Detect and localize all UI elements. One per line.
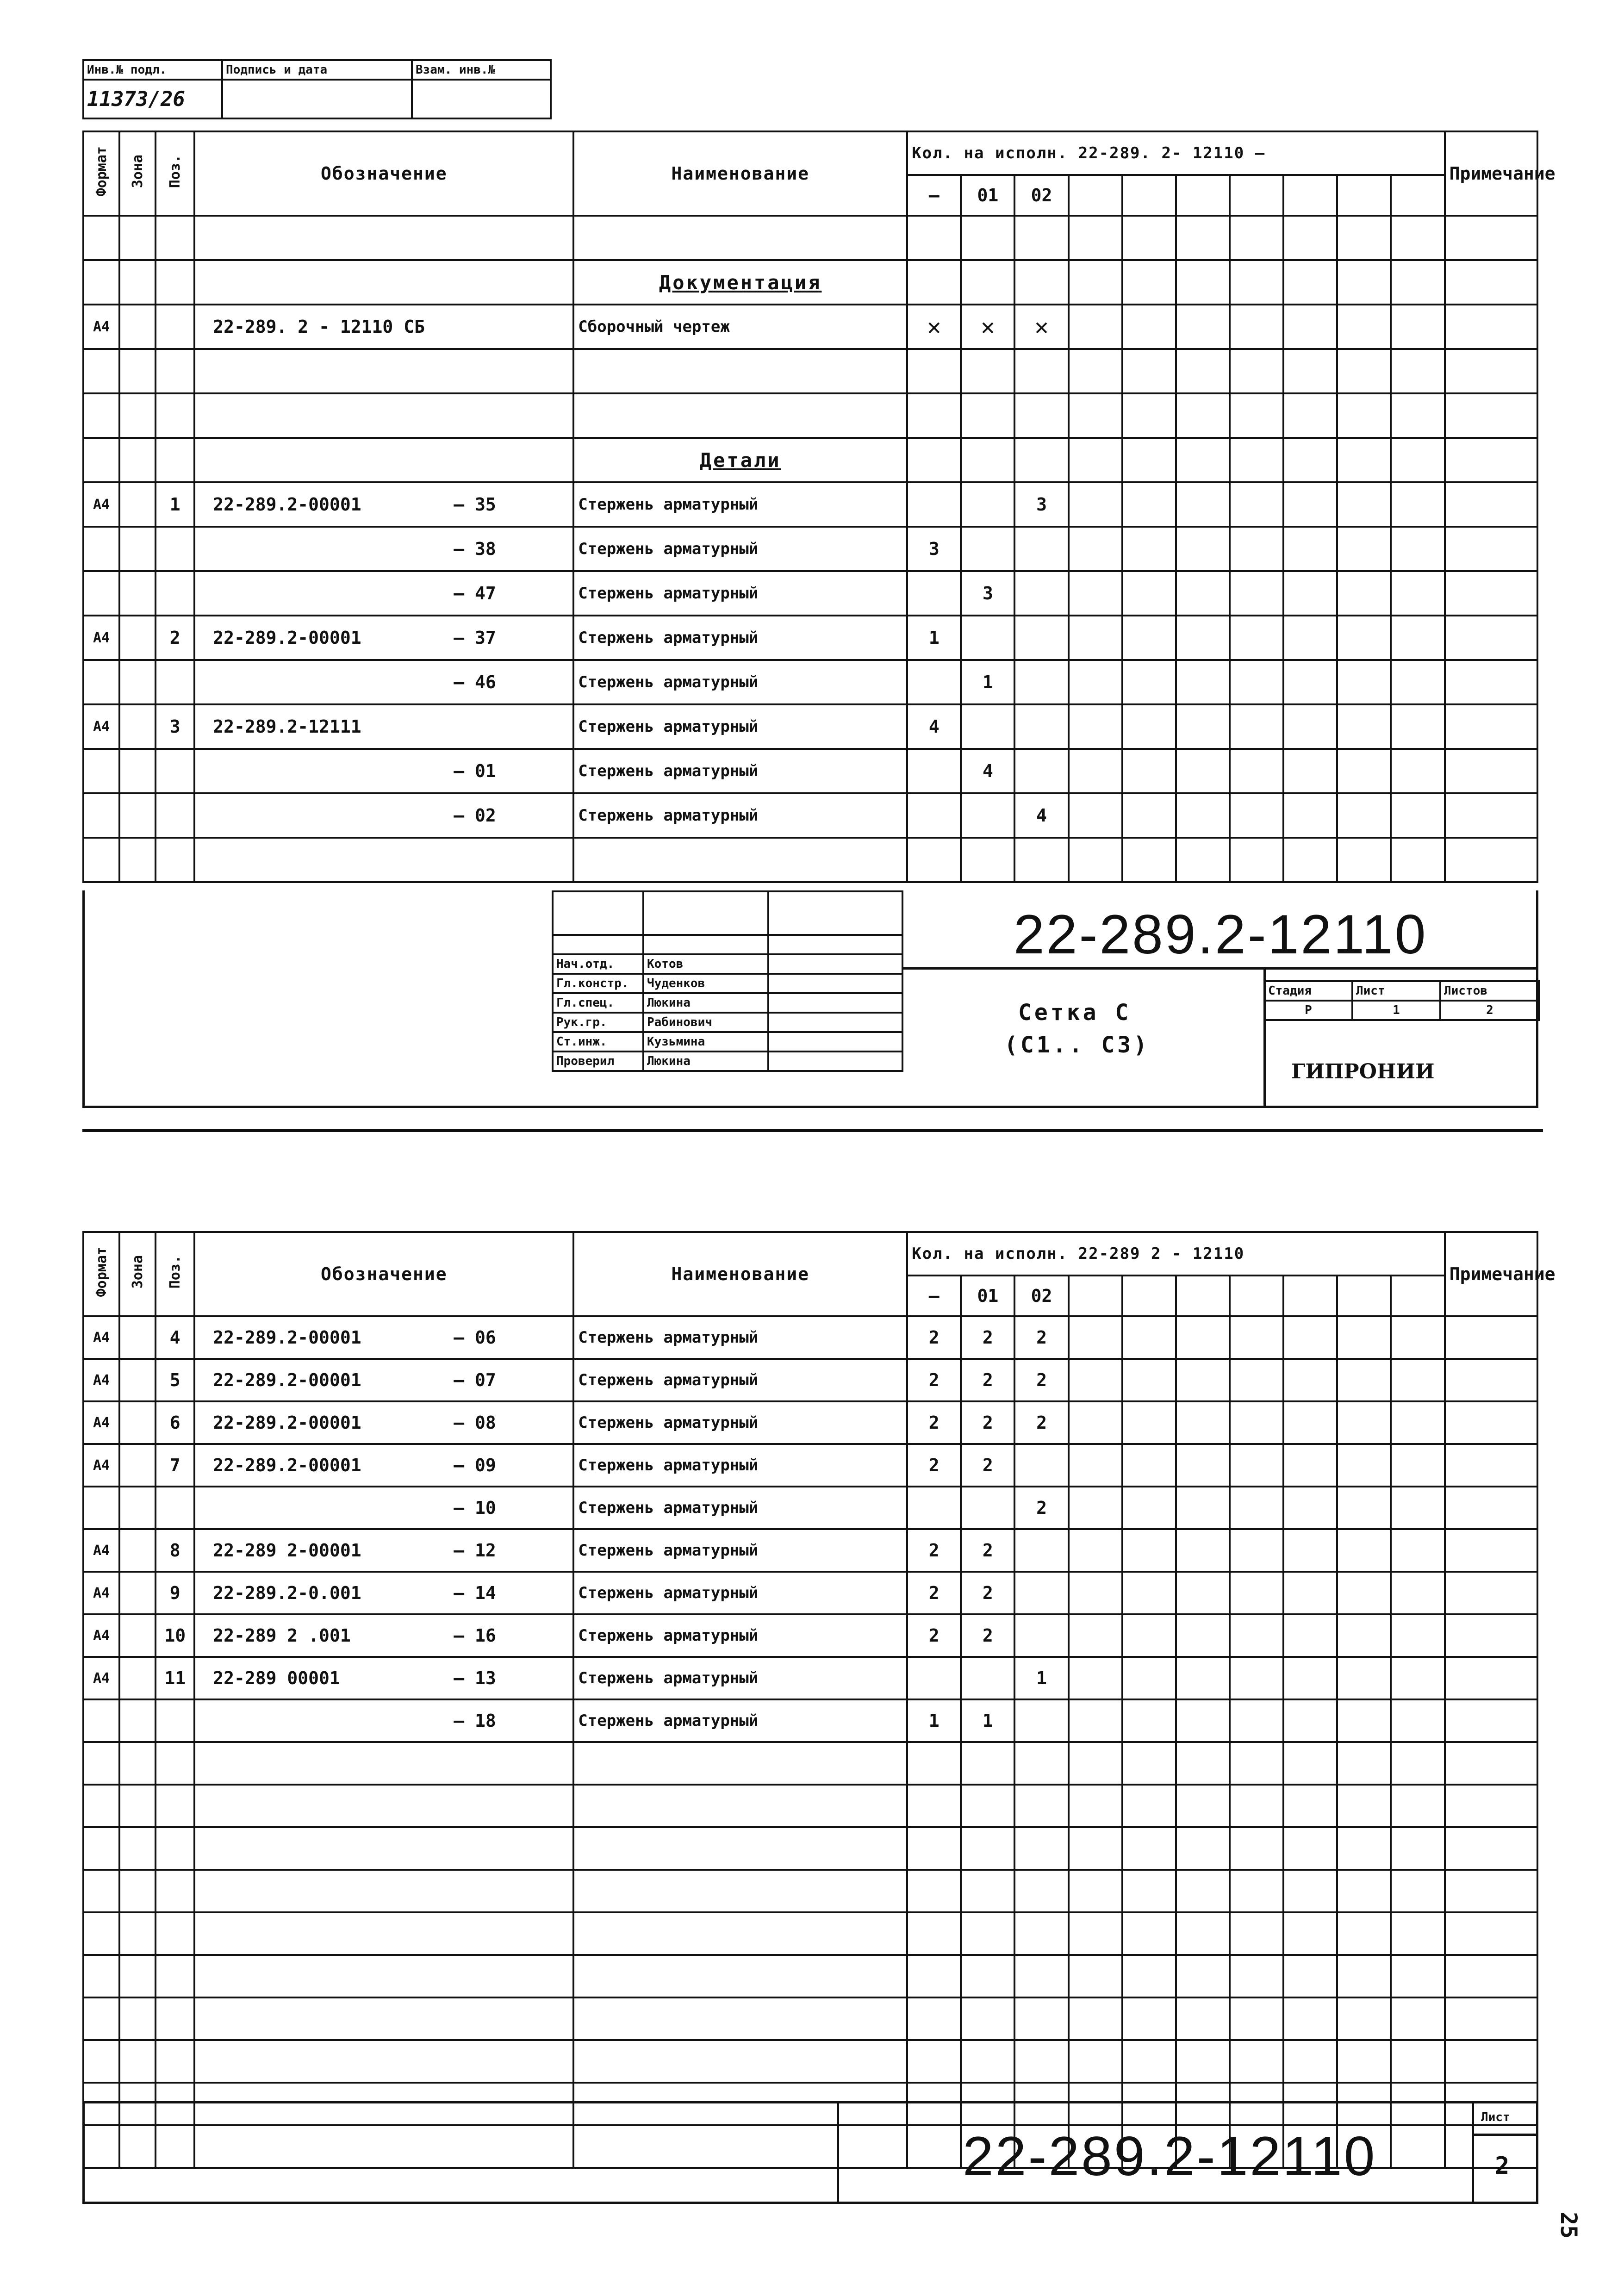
- designation-suffix: — 47: [454, 583, 496, 604]
- designation-suffix: — 35: [454, 494, 496, 515]
- designation-suffix: — 46: [454, 672, 496, 692]
- qty-cell: ✕: [1014, 305, 1068, 349]
- col-name-header: Наименование: [573, 131, 907, 216]
- table-row: [83, 616, 1537, 660]
- table-row: [83, 2040, 1537, 2083]
- format-cell: [83, 793, 119, 838]
- qty-cell: [907, 1487, 961, 1529]
- table-row: [83, 349, 1537, 393]
- format-cell: А4: [83, 482, 119, 527]
- designation-suffix: — 13: [454, 1668, 496, 1688]
- designation-cell: [194, 1444, 573, 1487]
- designation-cell: [194, 1529, 573, 1572]
- sheet1-title-line1: Сетка С: [1018, 1000, 1132, 1026]
- name-cell: Стержень арматурный: [573, 749, 907, 793]
- designation-suffix: — 18: [454, 1711, 496, 1731]
- sheet-value: 1: [1352, 1001, 1440, 1020]
- sheet2-doc-code: 22-289.2-12110: [963, 2125, 1377, 2187]
- qty-cell: 1: [907, 1699, 961, 1742]
- section-title: Детали: [573, 438, 907, 482]
- qty-cell: [907, 793, 961, 838]
- table-row: [83, 1699, 1537, 1742]
- table-row: [83, 660, 1537, 704]
- table-row: [83, 1657, 1537, 1699]
- qty-cell: 2: [907, 1359, 961, 1401]
- signature-row: [553, 954, 902, 974]
- qty-cell: [961, 1487, 1014, 1529]
- designation-code: 22-289.2-00001: [213, 628, 361, 648]
- table-row: [83, 1614, 1537, 1657]
- format-cell: [83, 527, 119, 571]
- pos-cell: 10: [156, 1614, 194, 1657]
- name-cell: Стержень арматурный: [573, 1572, 907, 1614]
- qty-cell: 2: [961, 1572, 1014, 1614]
- signature-row: [553, 1032, 902, 1052]
- pos-cell: 9: [156, 1572, 194, 1614]
- table-row: [83, 393, 1537, 438]
- qty-cell: 2: [961, 1444, 1014, 1487]
- qty-cell: 2: [907, 1316, 961, 1359]
- qty-cell: 1: [961, 1699, 1014, 1742]
- format-cell: А4: [83, 616, 119, 660]
- sheet1-spec-table: [82, 131, 1556, 883]
- qty-cell: [1014, 1699, 1068, 1742]
- inv-number: 11373/26: [83, 80, 222, 118]
- table-row: [83, 1487, 1537, 1529]
- sheets-label: Листов: [1440, 981, 1539, 1001]
- person-cell: Люкина: [643, 1052, 768, 1071]
- name-cell: Стержень арматурный: [573, 1699, 907, 1742]
- table-row: [83, 1572, 1537, 1614]
- designation-code: 22-289.2-00001: [213, 1327, 361, 1348]
- zone-cell: [119, 1359, 156, 1401]
- designation-suffix: — 14: [454, 1583, 496, 1603]
- format-cell: А4: [83, 1614, 119, 1657]
- designation-suffix: — 06: [454, 1327, 496, 1348]
- pos-cell: [156, 1699, 194, 1742]
- signature-cell: [768, 1052, 902, 1071]
- designation-cell: 22-289. 2 - 12110 СБ: [194, 305, 573, 349]
- name-cell: Стержень арматурный: [573, 571, 907, 616]
- table-row: [83, 482, 1537, 527]
- signature-cell: [768, 974, 902, 993]
- inv-replace-cell: [412, 80, 551, 118]
- name-cell: Стержень арматурный: [573, 482, 907, 527]
- table-row: [83, 1785, 1537, 1827]
- zone-cell: [119, 1572, 156, 1614]
- person-cell: Чуденков: [643, 974, 768, 993]
- zone-cell: [119, 571, 156, 616]
- table-row: [83, 749, 1537, 793]
- qty-cell: [1014, 1444, 1068, 1487]
- inv-signature-cell: [222, 80, 412, 118]
- inv-header-2: Подпись и дата: [222, 60, 412, 80]
- table-row: [83, 1912, 1537, 1955]
- zone-cell: [119, 1444, 156, 1487]
- designation-cell: [194, 527, 573, 571]
- zone-cell: [119, 527, 156, 571]
- qty-cell: [1014, 1614, 1068, 1657]
- col-zone-header: Зона: [119, 131, 156, 216]
- variant-01-header: 01: [961, 175, 1014, 216]
- name-cell: Стержень арматурный: [573, 1359, 907, 1401]
- pos-cell: 6: [156, 1401, 194, 1444]
- qty-cell: 3: [1014, 482, 1068, 527]
- format-cell: [83, 571, 119, 616]
- designation-suffix: — 09: [454, 1455, 496, 1475]
- name-cell: Стержень арматурный: [573, 704, 907, 749]
- sheet2-spec-table: [82, 1231, 1556, 2169]
- designation-suffix: — 37: [454, 628, 496, 648]
- name-cell: Стержень арматурный: [573, 527, 907, 571]
- designation-cell: [194, 616, 573, 660]
- zone-cell: [119, 704, 156, 749]
- pos-cell: 7: [156, 1444, 194, 1487]
- table-row: [83, 1827, 1537, 1870]
- table-row: [83, 305, 1537, 349]
- section-title: Документация: [573, 260, 907, 305]
- qty-cell: 2: [1014, 1487, 1068, 1529]
- signature-cell: [768, 1032, 902, 1052]
- designation-suffix: — 08: [454, 1412, 496, 1433]
- col-designation-header: Обозначение: [194, 131, 573, 216]
- role-cell: Нач.отд.: [553, 954, 643, 974]
- name-cell: Стержень арматурный: [573, 793, 907, 838]
- person-cell: Люкина: [643, 993, 768, 1013]
- qty-cell: 4: [907, 704, 961, 749]
- qty-cell: [1014, 1572, 1068, 1614]
- page-number: 25: [1555, 2212, 1581, 2239]
- designation-cell: [194, 1572, 573, 1614]
- designation-cell: [194, 482, 573, 527]
- qty-cell: 2: [961, 1316, 1014, 1359]
- variant-01-header: 01: [961, 1276, 1014, 1316]
- col-format-header: Формат: [83, 131, 119, 216]
- signature-row: [553, 1052, 902, 1071]
- name-cell: Стержень арматурный: [573, 1487, 907, 1529]
- qty-cell: [1014, 616, 1068, 660]
- table-row: [83, 1444, 1537, 1487]
- table-row: [83, 571, 1537, 616]
- designation-code: 22-289 00001: [213, 1668, 340, 1688]
- sheet-label: Лист: [1352, 981, 1440, 1001]
- designation-suffix: — 01: [454, 761, 496, 781]
- designation-suffix: — 10: [454, 1498, 496, 1518]
- designation-cell: [194, 1359, 573, 1401]
- variant-02-header: 02: [1014, 175, 1068, 216]
- qty-cell: [961, 704, 1014, 749]
- zone-cell: [119, 1316, 156, 1359]
- name-cell: Стержень арматурный: [573, 1316, 907, 1359]
- person-cell: Котов: [643, 954, 768, 974]
- name-cell: Сборочный чертеж: [573, 305, 907, 349]
- designation-code: 22-289.2-00001: [213, 494, 361, 515]
- qty-cell: [961, 1657, 1014, 1699]
- signature-cell: [768, 1013, 902, 1032]
- table-row: [83, 1870, 1537, 1912]
- table-row: [83, 1359, 1537, 1401]
- designation-suffix: — 07: [454, 1370, 496, 1390]
- table-row: [83, 216, 1537, 260]
- qty-cell: 2: [1014, 1401, 1068, 1444]
- qty-cell: 4: [961, 749, 1014, 793]
- col-pos-header: Поз.: [156, 131, 194, 216]
- designation-cell: [194, 660, 573, 704]
- designation-code: 22-289.2-00001: [213, 1370, 361, 1390]
- qty-cell: [1014, 527, 1068, 571]
- zone-cell: [119, 1614, 156, 1657]
- col-name-header: Наименование: [573, 1232, 907, 1316]
- zone-cell: [119, 660, 156, 704]
- signature-cell: [768, 993, 902, 1013]
- qty-cell: [961, 793, 1014, 838]
- sheet2-sheet-number: 2: [1495, 2152, 1511, 2180]
- qty-group-header: Кол. на исполн. 22-289. 2- 12110 —: [907, 131, 1444, 175]
- qty-cell: [907, 1657, 961, 1699]
- col-note-header: Примечание: [1445, 131, 1537, 216]
- format-cell: А4: [83, 1359, 119, 1401]
- inventory-stamp: [82, 59, 552, 119]
- table-row: [83, 1316, 1537, 1359]
- format-cell: А4: [83, 1572, 119, 1614]
- qty-cell: 2: [907, 1529, 961, 1572]
- col-note-header: Примечание: [1445, 1232, 1537, 1316]
- signature-row: [553, 974, 902, 993]
- name-cell: Стержень арматурный: [573, 1444, 907, 1487]
- designation-suffix: — 16: [454, 1625, 496, 1646]
- designation-cell: [194, 1487, 573, 1529]
- role-cell: Ст.инж.: [553, 1032, 643, 1052]
- designation-cell: [194, 1657, 573, 1699]
- zone-cell: [119, 616, 156, 660]
- format-cell: [83, 1487, 119, 1529]
- person-cell: Кузьмина: [643, 1032, 768, 1052]
- qty-cell: 2: [907, 1614, 961, 1657]
- designation-code: 22-289 2-00001: [213, 1540, 361, 1561]
- table-row: [83, 704, 1537, 749]
- pos-cell: 4: [156, 1316, 194, 1359]
- qty-cell: 4: [1014, 793, 1068, 838]
- table-row: [83, 527, 1537, 571]
- qty-cell: 2: [961, 1359, 1014, 1401]
- designation-cell: [194, 704, 573, 749]
- table-row: [83, 793, 1537, 838]
- role-cell: Рук.гр.: [553, 1013, 643, 1032]
- designation-cell: [194, 793, 573, 838]
- qty-cell: [961, 482, 1014, 527]
- qty-cell: 2: [961, 1401, 1014, 1444]
- pos-cell: [156, 793, 194, 838]
- name-cell: Стержень арматурный: [573, 1657, 907, 1699]
- col-zone-header: Зона: [119, 1232, 156, 1316]
- qty-cell: [907, 660, 961, 704]
- designation-suffix: — 12: [454, 1540, 496, 1561]
- format-cell: А4: [83, 704, 119, 749]
- pos-cell: [156, 527, 194, 571]
- format-cell: А4: [83, 305, 119, 349]
- format-cell: А4: [83, 1316, 119, 1359]
- qty-cell: [1014, 571, 1068, 616]
- table-row: [83, 1997, 1537, 2040]
- qty-cell: 1: [1014, 1657, 1068, 1699]
- col-designation-header: Обозначение: [194, 1232, 573, 1316]
- signature-table: [552, 890, 903, 1072]
- sheet-separator: [82, 1129, 1543, 1132]
- designation-cell: [194, 1316, 573, 1359]
- sheet1-doc-code: 22-289.2-12110: [1014, 903, 1428, 965]
- variant-base-header: —: [907, 175, 961, 216]
- designation-suffix: — 02: [454, 805, 496, 826]
- person-cell: Рабинович: [643, 1013, 768, 1032]
- pos-cell: [156, 749, 194, 793]
- zone-cell: [119, 1487, 156, 1529]
- qty-cell: 2: [1014, 1359, 1068, 1401]
- qty-cell: [961, 616, 1014, 660]
- table-row: [83, 1529, 1537, 1572]
- zone-cell: [119, 749, 156, 793]
- table-row: [83, 1401, 1537, 1444]
- format-cell: [83, 1699, 119, 1742]
- table-row: [83, 1955, 1537, 1997]
- designation-code: 22-289.2-12111: [213, 716, 361, 737]
- zone-cell: [119, 1529, 156, 1572]
- designation-cell: [194, 749, 573, 793]
- signature-row: [553, 1013, 902, 1032]
- format-cell: А4: [83, 1657, 119, 1699]
- stage-value: Р: [1264, 1001, 1352, 1020]
- designation-code: 22-289.2-00001: [213, 1455, 361, 1475]
- qty-cell: 2: [961, 1614, 1014, 1657]
- zone-cell: [119, 482, 156, 527]
- role-cell: Гл.спец.: [553, 993, 643, 1013]
- pos-cell: 11: [156, 1657, 194, 1699]
- table-row: [83, 1742, 1537, 1785]
- name-cell: Стержень арматурный: [573, 660, 907, 704]
- pos-cell: 3: [156, 704, 194, 749]
- format-cell: [83, 749, 119, 793]
- sheets-value: 2: [1440, 1001, 1539, 1020]
- designation-suffix: — 38: [454, 539, 496, 559]
- designation-code: 22-289 2 .001: [213, 1625, 351, 1646]
- variant-base-header: —: [907, 1276, 961, 1316]
- pos-cell: 2: [156, 616, 194, 660]
- pos-cell: 8: [156, 1529, 194, 1572]
- signature-row: [553, 993, 902, 1013]
- qty-cell: 1: [907, 616, 961, 660]
- qty-cell: 2: [907, 1401, 961, 1444]
- name-cell: Стержень арматурный: [573, 1529, 907, 1572]
- qty-cell: [907, 571, 961, 616]
- designation-code: 22-289.2-0.001: [213, 1583, 361, 1603]
- pos-cell: [156, 571, 194, 616]
- name-cell: Стержень арматурный: [573, 1614, 907, 1657]
- designation-cell: [194, 1699, 573, 1742]
- qty-cell: [907, 749, 961, 793]
- col-pos-header: Поз.: [156, 1232, 194, 1316]
- stage-table: [1263, 980, 1540, 1021]
- section-row: [83, 260, 1537, 305]
- qty-cell: 1: [961, 660, 1014, 704]
- section-row: [83, 438, 1537, 482]
- sheet1-title-line2: (С1.. С3): [1004, 1032, 1150, 1058]
- format-cell: А4: [83, 1529, 119, 1572]
- qty-cell: ✕: [907, 305, 961, 349]
- inv-header-3: Взам. инв.№: [412, 60, 551, 80]
- qty-cell: [1014, 749, 1068, 793]
- designation-cell: [194, 1614, 573, 1657]
- table-row: [83, 838, 1537, 882]
- qty-cell: 2: [907, 1444, 961, 1487]
- name-cell: Стержень арматурный: [573, 1401, 907, 1444]
- role-cell: Гл.констр.: [553, 974, 643, 993]
- qty-cell: [907, 482, 961, 527]
- format-cell: [83, 660, 119, 704]
- designation-cell: [194, 1401, 573, 1444]
- zone-cell: [119, 793, 156, 838]
- qty-cell: 2: [1014, 1316, 1068, 1359]
- variant-02-header: 02: [1014, 1276, 1068, 1316]
- designation-code: 22-289.2-00001: [213, 1412, 361, 1433]
- qty-cell: [1014, 1529, 1068, 1572]
- col-format-header: Формат: [83, 1232, 119, 1316]
- qty-cell: 2: [907, 1572, 961, 1614]
- qty-cell: [1014, 660, 1068, 704]
- qty-cell: ✕: [961, 305, 1014, 349]
- zone-cell: [119, 1699, 156, 1742]
- qty-cell: 2: [961, 1529, 1014, 1572]
- sheet2-sheet-label: Лист: [1481, 2110, 1510, 2124]
- zone-cell: [119, 1401, 156, 1444]
- signature-cell: [768, 954, 902, 974]
- designation-cell: [194, 571, 573, 616]
- pos-cell: 1: [156, 482, 194, 527]
- qty-cell: [961, 527, 1014, 571]
- pos-cell: [156, 660, 194, 704]
- qty-group-header: Кол. на исполн. 22-289 2 - 12110: [907, 1232, 1445, 1276]
- qty-cell: 3: [907, 527, 961, 571]
- zone-cell: [119, 1657, 156, 1699]
- name-cell: Стержень арматурный: [573, 616, 907, 660]
- role-cell: Проверил: [553, 1052, 643, 1071]
- pos-cell: 5: [156, 1359, 194, 1401]
- format-cell: А4: [83, 1444, 119, 1487]
- pos-cell: [156, 1487, 194, 1529]
- qty-cell: [1014, 704, 1068, 749]
- inv-header-1: Инв.№ подл.: [83, 60, 222, 80]
- organization-name: ГИПРОНИИ: [1291, 1060, 1435, 1083]
- stage-label: Стадия: [1264, 981, 1352, 1001]
- format-cell: А4: [83, 1401, 119, 1444]
- qty-cell: 3: [961, 571, 1014, 616]
